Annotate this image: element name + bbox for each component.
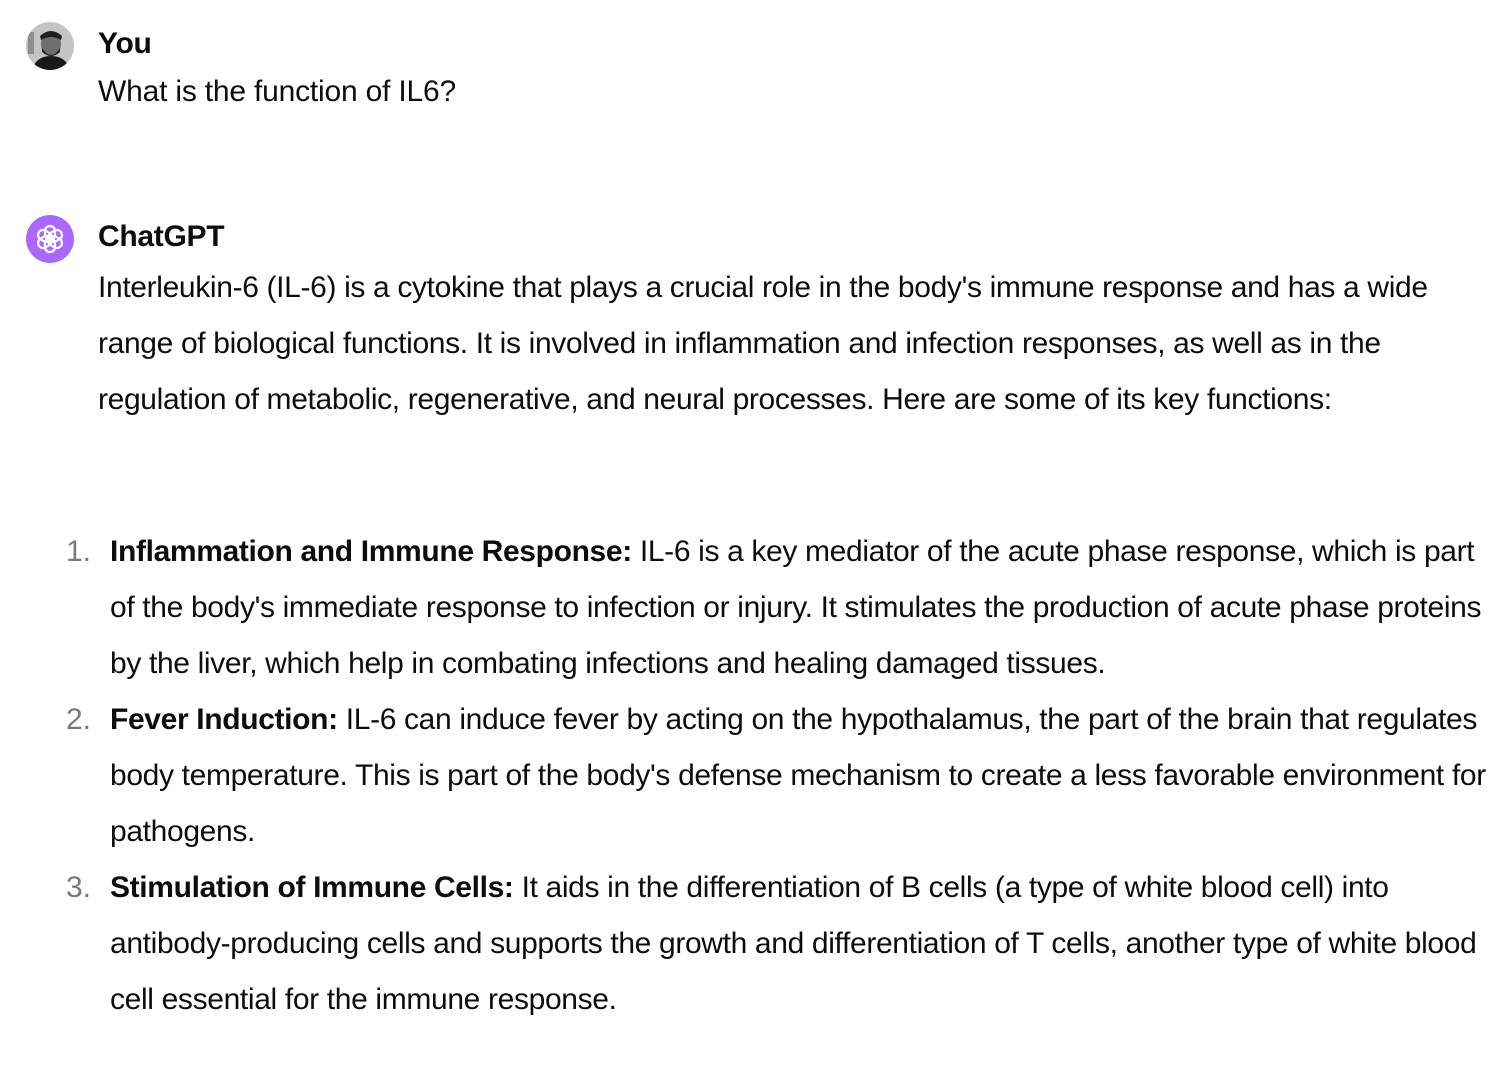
- assistant-intro-text: Interleukin-6 (IL-6) is a cytokine that plays a crucial role in the body's immune response and has a wide range of biological functions. It is involved in inflammation and infection responses, as well as in the regulation of metabolic, regenerative, and neural processes. Here are some of its key functions:: [98, 271, 1428, 416]
- openai-logo-icon: [33, 222, 67, 256]
- functions-list: [0, 524, 1510, 1028]
- list-item-title: Fever Induction:: [110, 703, 338, 736]
- list-item-text: IL-6 can induce fever by acting on the hypothalamus, the part of the brain that regulates body temperature. This is part of the body's defense mechanism to create a less favorable environment for pathogens.: [110, 703, 1486, 848]
- user-avatar: [26, 22, 74, 70]
- list-item-text: It aids in the differentiation of B cells (a type of white blood cell) into antibody-producing cells and supports the growth and differentiation of T cells, another type of white blood cell essential for the immune response.: [110, 871, 1477, 1016]
- list-item-body: [110, 524, 1490, 692]
- list-item-number: 1.: [66, 535, 92, 568]
- assistant-avatar: [26, 215, 74, 263]
- user-name: You: [98, 27, 152, 60]
- list-item-body: [110, 860, 1490, 1028]
- list-item-text: IL-6 is a key mediator of the acute phase response, which is part of the body's immediate response to infection or injury. It stimulates the production of acute phase proteins by the liver, which help in combating infections and healing damaged tissues.: [110, 535, 1482, 680]
- user-message-text: What is the function of IL6?: [98, 75, 456, 108]
- list-item-title: Inflammation and Immune Response:: [110, 535, 632, 568]
- list-item-number: 3.: [66, 871, 92, 904]
- user-photo-avatar: [26, 22, 74, 70]
- list-item-body: [110, 692, 1490, 860]
- list-item-title: Stimulation of Immune Cells:: [110, 871, 514, 904]
- list-item: [0, 692, 1510, 860]
- list-item: [0, 524, 1510, 692]
- list-item-number: 2.: [66, 703, 92, 736]
- list-item: [0, 860, 1510, 1028]
- assistant-name: ChatGPT: [98, 220, 225, 253]
